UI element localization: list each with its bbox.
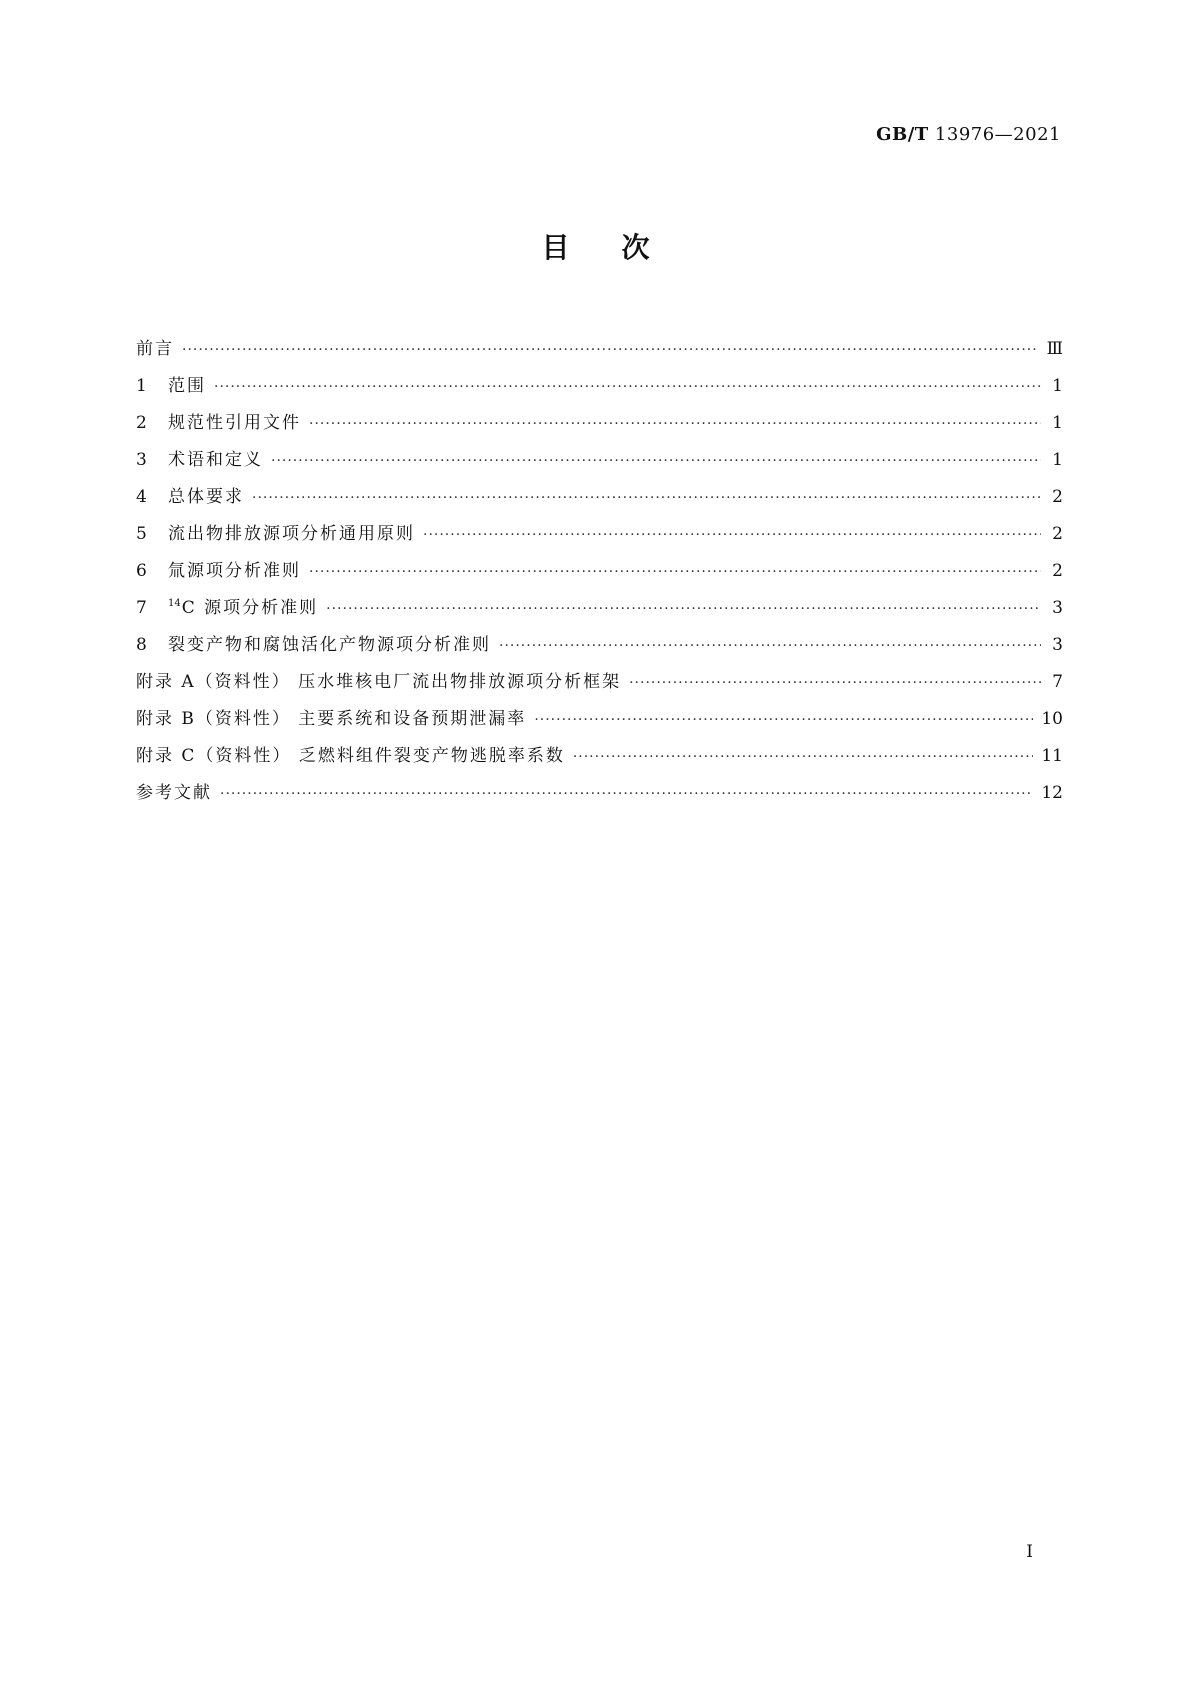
toc-entry-page: 2 <box>1052 561 1063 581</box>
toc-leader-dots <box>271 453 1041 470</box>
toc-entry-number: 3 <box>136 450 147 470</box>
table-of-contents <box>136 322 1063 803</box>
toc-leader-dots <box>573 749 1034 766</box>
page-number: Ⅰ <box>1026 1542 1033 1562</box>
toc-entry-number: 5 <box>136 524 147 544</box>
toc-entry-text: 附录 C（资料性） 乏燃料组件裂变产物逃脱率系数 <box>136 746 565 766</box>
toc-entry-text: 流出物排放源项分析通用原则 <box>168 524 415 544</box>
toc-entry-label <box>136 556 301 581</box>
toc-entry-page: 3 <box>1052 598 1063 618</box>
toc-entry-page: 1 <box>1052 450 1063 470</box>
toc-entry-bibliography[interactable] <box>136 766 1063 803</box>
toc-entry-text: 参考文献 <box>136 783 212 803</box>
toc-entry-annex-b[interactable] <box>136 692 1063 729</box>
toc-entry-text: 附录 A（资料性） 压水堆核电厂流出物排放源项分析框架 <box>136 672 622 692</box>
toc-leader-dots <box>182 342 1039 359</box>
toc-entry-general-requirements[interactable] <box>136 470 1063 507</box>
toc-entry-text: 规范性引用文件 <box>168 413 301 433</box>
toc-entry-scope[interactable] <box>136 359 1063 396</box>
toc-entry-number: 2 <box>136 413 147 433</box>
toc-leader-dots <box>629 675 1041 692</box>
toc-leader-dots <box>534 712 1033 729</box>
toc-title: 目次 <box>541 231 702 264</box>
toc-leader-dots <box>220 786 1033 803</box>
toc-entry-page: 7 <box>1052 672 1063 692</box>
standard-code-number: 13976—2021 <box>934 124 1061 145</box>
toc-entry-label <box>136 778 212 803</box>
standard-code <box>876 124 1061 145</box>
toc-entry-number: 7 <box>136 598 147 618</box>
toc-entry-fission-corrosion-criteria[interactable] <box>136 618 1063 655</box>
toc-entry-label <box>136 741 565 766</box>
toc-entry-label <box>136 519 415 544</box>
toc-leader-dots <box>309 564 1041 581</box>
toc-leader-dots <box>326 601 1041 618</box>
toc-entry-page: 10 <box>1041 709 1063 729</box>
toc-leader-dots <box>423 527 1041 544</box>
toc-entry-text: 氚源项分析准则 <box>168 561 301 581</box>
toc-entry-text: 术语和定义 <box>168 450 263 470</box>
toc-entry-tritium-criteria[interactable] <box>136 544 1063 581</box>
toc-entry-terms-definitions[interactable] <box>136 433 1063 470</box>
toc-entry-label <box>136 445 263 470</box>
toc-entry-label <box>136 630 491 655</box>
toc-leader-dots <box>499 638 1041 655</box>
toc-entry-label <box>136 371 206 396</box>
toc-entry-text: 附录 B（资料性） 主要系统和设备预期泄漏率 <box>136 709 527 729</box>
toc-entry-foreword[interactable] <box>136 322 1063 359</box>
toc-leader-dots <box>252 490 1041 507</box>
toc-entry-superscript: 14 <box>168 598 181 610</box>
toc-entry-label <box>136 334 174 359</box>
toc-leader-dots <box>309 416 1041 433</box>
toc-leader-dots <box>214 379 1041 396</box>
toc-entry-general-principles[interactable] <box>136 507 1063 544</box>
standard-code-prefix: GB/T <box>876 124 929 145</box>
toc-entry-carbon14-criteria[interactable] <box>136 581 1063 618</box>
toc-entry-label <box>136 704 526 729</box>
toc-entry-page: 12 <box>1041 783 1063 803</box>
toc-entry-normative-references[interactable] <box>136 396 1063 433</box>
toc-entry-text: 范围 <box>168 376 206 396</box>
toc-entry-number: 1 <box>136 376 147 396</box>
toc-entry-number: 8 <box>136 635 147 655</box>
toc-entry-text: 前言 <box>136 339 174 359</box>
toc-entry-label <box>136 593 318 618</box>
toc-entry-page: 1 <box>1052 413 1063 433</box>
toc-entry-label <box>136 482 244 507</box>
toc-entry-label <box>136 408 301 433</box>
toc-entry-text: 裂变产物和腐蚀活化产物源项分析准则 <box>168 635 491 655</box>
toc-entry-page: Ⅲ <box>1046 339 1063 359</box>
toc-entry-page: 11 <box>1041 746 1063 766</box>
toc-entry-annex-c[interactable] <box>136 729 1063 766</box>
toc-entry-annex-a[interactable] <box>136 655 1063 692</box>
toc-entry-page: 2 <box>1052 524 1063 544</box>
toc-entry-number: 4 <box>136 487 147 507</box>
toc-entry-text: C 源项分析准则 <box>181 598 319 618</box>
toc-entry-number: 6 <box>136 561 147 581</box>
toc-entry-label <box>136 667 621 692</box>
toc-entry-page: 2 <box>1052 487 1063 507</box>
toc-entry-page: 3 <box>1052 635 1063 655</box>
toc-entry-page: 1 <box>1052 376 1063 396</box>
toc-entry-text: 总体要求 <box>168 487 244 507</box>
